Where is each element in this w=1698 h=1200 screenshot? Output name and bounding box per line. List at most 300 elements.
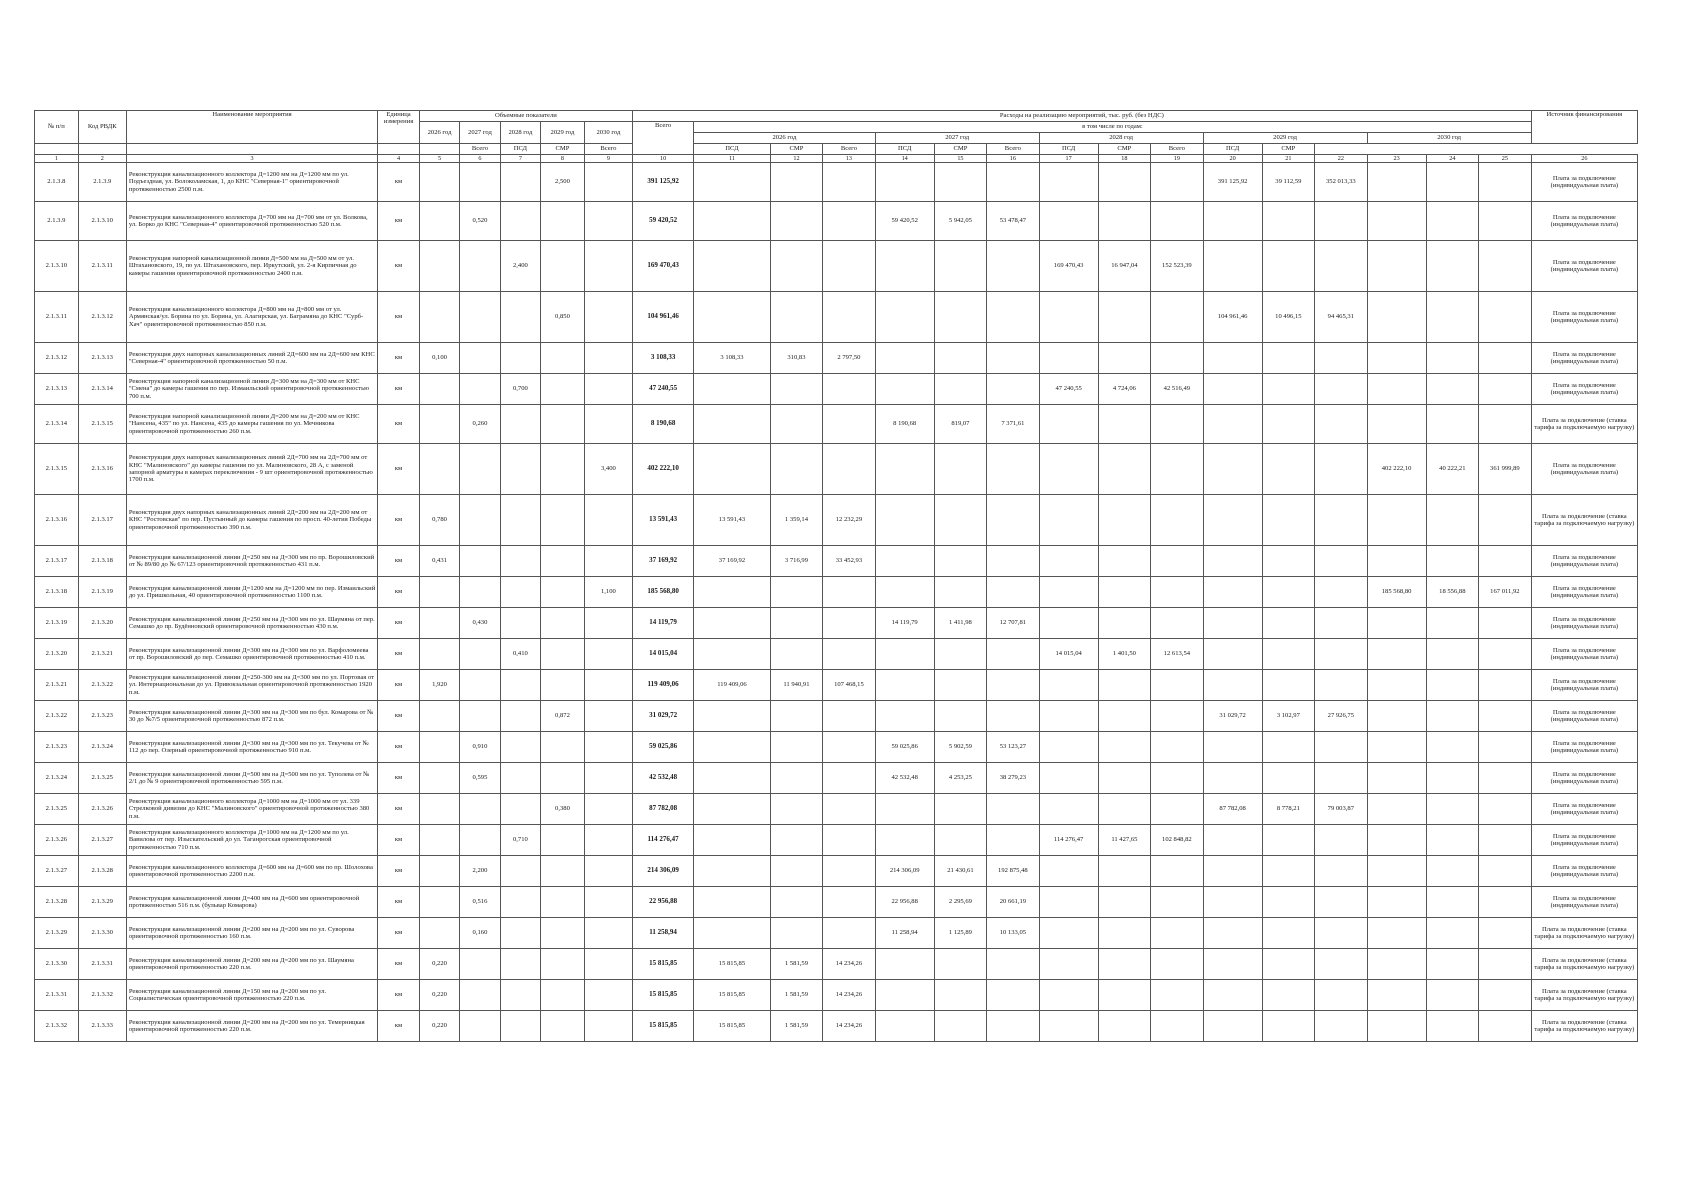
row-year-psd: 39 112,59 — [1262, 163, 1314, 202]
row-year-smr — [1151, 608, 1203, 639]
row-year-psd — [1426, 856, 1478, 887]
row-year-smr: 12 232,29 — [823, 495, 875, 546]
row-year-smr — [1315, 763, 1367, 794]
row-volume — [584, 292, 632, 343]
header-column-numbers-row — [35, 155, 1638, 163]
column-number: 15 — [934, 155, 986, 163]
column-number: 12 — [770, 155, 822, 163]
row-number: 2.1.3.32 — [35, 1011, 79, 1042]
row-year-smr: 12 707,81 — [987, 608, 1039, 639]
row-year-smr — [987, 343, 1039, 374]
row-year-smr — [1315, 980, 1367, 1011]
column-number: 7 — [500, 155, 540, 163]
table-row — [35, 202, 1638, 241]
row-unit: км — [378, 546, 420, 577]
row-code: 2.1.3.14 — [78, 374, 126, 405]
row-volume — [500, 670, 540, 701]
row-year-smr — [1151, 794, 1203, 825]
row-total: 59 420,52 — [632, 202, 693, 241]
row-volume — [541, 608, 585, 639]
row-year-total: 42 532,48 — [875, 763, 934, 794]
row-year-total — [1203, 670, 1262, 701]
row-year-smr: 10 133,05 — [987, 918, 1039, 949]
row-volume: 0,380 — [541, 794, 585, 825]
row-code: 2.1.3.18 — [78, 546, 126, 577]
table-row — [35, 374, 1638, 405]
row-year-psd — [1262, 405, 1314, 444]
row-year-total — [1203, 856, 1262, 887]
row-year-psd — [1262, 241, 1314, 292]
row-year-psd — [1426, 343, 1478, 374]
row-year-psd — [1426, 241, 1478, 292]
row-year-psd — [770, 202, 822, 241]
row-year-psd — [1098, 732, 1150, 763]
table-row — [35, 546, 1638, 577]
row-year-smr — [823, 374, 875, 405]
row-volume — [419, 856, 459, 887]
row-volume — [584, 825, 632, 856]
row-year-smr — [1479, 292, 1532, 343]
row-year-psd: 3 102,97 — [1262, 701, 1314, 732]
row-year-psd — [1098, 495, 1150, 546]
row-year-smr: 352 013,33 — [1315, 163, 1367, 202]
row-volume — [500, 918, 540, 949]
header-cost-year: 2030 год — [1367, 133, 1531, 144]
row-year-psd: 10 496,15 — [1262, 292, 1314, 343]
row-year-psd — [770, 292, 822, 343]
row-year-total — [1367, 732, 1426, 763]
row-volume — [419, 825, 459, 856]
row-total: 42 532,48 — [632, 763, 693, 794]
row-year-psd: 3 716,99 — [770, 546, 822, 577]
row-year-psd: 1 359,14 — [770, 495, 822, 546]
row-code: 2.1.3.25 — [78, 763, 126, 794]
row-year-smr — [987, 546, 1039, 577]
row-volume — [460, 670, 500, 701]
row-volume — [584, 163, 632, 202]
row-year-psd: 2 295,69 — [934, 887, 986, 918]
row-year-total — [694, 639, 771, 670]
row-code: 2.1.3.13 — [78, 343, 126, 374]
table-row — [35, 949, 1638, 980]
column-number: 13 — [823, 155, 875, 163]
row-volume — [541, 856, 585, 887]
row-year-smr: 38 279,23 — [987, 763, 1039, 794]
row-volume: 0,431 — [419, 546, 459, 577]
row-year-psd — [1262, 577, 1314, 608]
row-volume — [500, 732, 540, 763]
row-name: Реконструкция канализационного коллектора Д=1000 мм на Д=1000 мм от ул. 339 Стрелковой дивизии до КНС "Малиновского" ориентировочной протяженностью 380 п.м. — [126, 794, 377, 825]
row-volume — [541, 241, 585, 292]
row-year-smr — [1315, 343, 1367, 374]
row-year-smr — [1479, 825, 1532, 856]
header-volume-spacer — [419, 144, 459, 155]
row-year-total — [1203, 202, 1262, 241]
row-year-total — [1039, 577, 1098, 608]
row-year-smr — [987, 949, 1039, 980]
row-year-total: 185 568,80 — [1367, 577, 1426, 608]
row-year-psd: 5 942,05 — [934, 202, 986, 241]
column-number: 6 — [460, 155, 500, 163]
row-year-total — [875, 670, 934, 701]
row-volume — [541, 577, 585, 608]
row-volume — [460, 374, 500, 405]
row-volume — [419, 887, 459, 918]
row-volume: 0,220 — [419, 980, 459, 1011]
row-year-total — [1367, 202, 1426, 241]
row-year-smr: 94 465,31 — [1315, 292, 1367, 343]
row-name: Реконструкция канализационной линии Д=200 мм на Д=200 мм по ул. Суворова ориентировочной протяженностью 160 п.м. — [126, 918, 377, 949]
row-funding-source: Плата за подключение (индивидуальная плата) — [1531, 701, 1637, 732]
table-row — [35, 701, 1638, 732]
table-row — [35, 732, 1638, 763]
table-row — [35, 825, 1638, 856]
row-year-psd: 11 427,65 — [1098, 825, 1150, 856]
header-source: Источник финансирования — [1531, 111, 1637, 144]
row-volume — [419, 444, 459, 495]
row-volume — [500, 949, 540, 980]
header-unit: Единица измерения — [378, 111, 420, 144]
row-year-psd — [1426, 887, 1478, 918]
row-name: Реконструкция канализационной линии Д=200 мм на Д=200 мм по ул. Темерницкая ориентировочной протяженностью 220 п.м. — [126, 1011, 377, 1042]
row-year-psd — [1098, 577, 1150, 608]
row-total: 402 222,10 — [632, 444, 693, 495]
row-year-total — [694, 856, 771, 887]
row-year-total — [1203, 577, 1262, 608]
table-body — [35, 163, 1638, 1042]
row-number: 2.1.3.27 — [35, 856, 79, 887]
row-year-psd — [934, 163, 986, 202]
row-year-total: 13 591,43 — [694, 495, 771, 546]
header-volume-spacer — [78, 144, 126, 155]
row-volume — [500, 856, 540, 887]
row-number: 2.1.3.22 — [35, 701, 79, 732]
row-total: 185 568,80 — [632, 577, 693, 608]
row-unit: км — [378, 405, 420, 444]
row-funding-source: Плата за подключение (индивидуальная плата) — [1531, 763, 1637, 794]
row-year-psd — [770, 887, 822, 918]
row-volume — [584, 856, 632, 887]
row-name: Реконструкция напорной канализационной линии Д=200 мм на Д=200 мм от КНС "Нансена, 435" по ул. Нансена, 435 до камеры гашения по ул. Мечникова ориентировочной протяженностью 260 п.м. — [126, 405, 377, 444]
row-year-psd: 8 778,21 — [1262, 794, 1314, 825]
row-volume — [541, 374, 585, 405]
row-funding-source: Плата за подключение (ставка тарифа за подключаемую нагрузку) — [1531, 1011, 1637, 1042]
row-year-total — [1039, 794, 1098, 825]
row-total: 13 591,43 — [632, 495, 693, 546]
row-year-smr — [1315, 949, 1367, 980]
row-year-total — [1039, 918, 1098, 949]
row-year-smr — [1479, 763, 1532, 794]
row-year-total — [1039, 980, 1098, 1011]
header-sub-psd: ПСД — [500, 144, 540, 155]
header-subcolumns-row — [35, 144, 1638, 155]
table-row — [35, 577, 1638, 608]
row-year-total — [875, 949, 934, 980]
row-volume — [500, 546, 540, 577]
row-year-smr — [1479, 163, 1532, 202]
row-name: Реконструкция канализационной линии Д=300 мм на Д=300 мм по бул. Комарова от № 30 до №7/5 ориентировочной протяженностью 872 п.м. — [126, 701, 377, 732]
table-row — [35, 405, 1638, 444]
row-volume — [541, 763, 585, 794]
row-year-smr — [987, 374, 1039, 405]
header-cost-year: 2027 год — [875, 133, 1039, 144]
row-year-psd — [1426, 732, 1478, 763]
row-year-total: 3 108,33 — [694, 343, 771, 374]
row-volume — [541, 732, 585, 763]
investment-program-table — [34, 110, 1638, 1042]
header-volume-spacer — [378, 144, 420, 155]
row-year-psd — [934, 1011, 986, 1042]
table-row — [35, 343, 1638, 374]
row-year-smr: 14 234,26 — [823, 949, 875, 980]
row-year-psd — [934, 949, 986, 980]
row-year-total — [694, 374, 771, 405]
row-year-psd — [1098, 163, 1150, 202]
row-name: Реконструкция двух напорных канализационных линий 2Д=200 мм на 2Д=200 мм от КНС "Ростовская" по пер. Пустынный до камеры гашения по просп. 40-летия Победы ориентировочной протяженностью 390 п.м. — [126, 495, 377, 546]
row-year-psd — [1426, 163, 1478, 202]
row-unit: км — [378, 732, 420, 763]
row-year-total — [1039, 1011, 1098, 1042]
row-year-total — [1039, 343, 1098, 374]
row-volume: 0,520 — [460, 202, 500, 241]
row-year-psd — [1098, 444, 1150, 495]
row-year-smr — [987, 495, 1039, 546]
row-total: 391 125,92 — [632, 163, 693, 202]
header-cost-year: 2026 год — [694, 133, 875, 144]
row-year-total — [1203, 639, 1262, 670]
row-year-total — [875, 495, 934, 546]
row-name: Реконструкция напорной канализационной линии Д=300 мм на Д=300 мм от КНС "Смена" до камеры гашения по пер. Измаильский ориентировочной протяженностью 700 п.м. — [126, 374, 377, 405]
table-row — [35, 980, 1638, 1011]
row-unit: км — [378, 825, 420, 856]
table-row — [35, 608, 1638, 639]
table-row — [35, 794, 1638, 825]
row-year-psd — [1426, 495, 1478, 546]
header-sub-total: Всего — [584, 144, 632, 155]
row-year-smr: 14 234,26 — [823, 1011, 875, 1042]
row-year-smr — [1315, 608, 1367, 639]
row-volume: 0,410 — [500, 639, 540, 670]
row-volume — [500, 980, 540, 1011]
column-number: 24 — [1426, 155, 1478, 163]
row-year-total — [1203, 241, 1262, 292]
row-year-smr: 20 661,19 — [987, 887, 1039, 918]
row-volume — [584, 343, 632, 374]
row-year-smr: 27 926,75 — [1315, 701, 1367, 732]
row-year-smr — [1479, 495, 1532, 546]
row-year-total — [1203, 887, 1262, 918]
row-year-total — [1367, 918, 1426, 949]
row-year-smr — [1479, 794, 1532, 825]
row-year-smr — [987, 241, 1039, 292]
table-row — [35, 763, 1638, 794]
row-volume: 0,710 — [500, 825, 540, 856]
header-sub-psd: ПСД — [1039, 144, 1098, 155]
row-code: 2.1.3.22 — [78, 670, 126, 701]
row-year-psd — [934, 292, 986, 343]
header-sub-smr: СМР — [770, 144, 822, 155]
header-sub-total: Всего — [823, 144, 875, 155]
row-year-smr — [1315, 670, 1367, 701]
row-year-total — [1039, 887, 1098, 918]
row-year-psd — [1426, 1011, 1478, 1042]
row-year-psd — [934, 701, 986, 732]
investment-program-table-page — [34, 110, 1638, 1042]
row-volume — [584, 794, 632, 825]
row-year-smr — [1151, 163, 1203, 202]
row-volume — [460, 639, 500, 670]
row-year-smr — [1315, 825, 1367, 856]
row-year-smr — [1479, 639, 1532, 670]
row-year-psd — [934, 794, 986, 825]
row-volume: 0,595 — [460, 763, 500, 794]
row-volume — [419, 292, 459, 343]
row-year-smr: 192 875,48 — [987, 856, 1039, 887]
row-year-total — [1203, 980, 1262, 1011]
row-number: 2.1.3.11 — [35, 292, 79, 343]
header-volume-year: 2026 год — [419, 122, 459, 144]
row-year-smr: 12 613,54 — [1151, 639, 1203, 670]
row-volume: 2,400 — [500, 241, 540, 292]
row-volume: 0,160 — [460, 918, 500, 949]
row-year-smr — [823, 732, 875, 763]
row-volume — [460, 163, 500, 202]
row-volume: 1,100 — [584, 577, 632, 608]
row-year-total — [875, 444, 934, 495]
row-volume — [541, 546, 585, 577]
row-year-smr — [1151, 980, 1203, 1011]
row-volume — [460, 1011, 500, 1042]
row-year-psd — [1098, 202, 1150, 241]
row-year-smr — [823, 163, 875, 202]
row-year-smr — [987, 670, 1039, 701]
row-year-total — [1203, 825, 1262, 856]
row-total: 14 015,04 — [632, 639, 693, 670]
row-unit: км — [378, 918, 420, 949]
row-volume — [584, 732, 632, 763]
row-unit: км — [378, 444, 420, 495]
row-year-psd — [1262, 949, 1314, 980]
row-volume — [419, 794, 459, 825]
row-unit: км — [378, 701, 420, 732]
row-funding-source: Плата за подключение (индивидуальная плата) — [1531, 202, 1637, 241]
row-funding-source: Плата за подключение (индивидуальная плата) — [1531, 639, 1637, 670]
column-number: 26 — [1531, 155, 1637, 163]
row-volume — [584, 670, 632, 701]
row-volume — [419, 701, 459, 732]
row-funding-source: Плата за подключение (индивидуальная плата) — [1531, 292, 1637, 343]
row-total: 11 258,94 — [632, 918, 693, 949]
row-year-psd — [934, 495, 986, 546]
row-year-total — [1039, 405, 1098, 444]
row-year-total: 119 409,06 — [694, 670, 771, 701]
row-volume — [460, 701, 500, 732]
row-funding-source: Плата за подключение (индивидуальная плата) — [1531, 608, 1637, 639]
column-number: 4 — [378, 155, 420, 163]
row-year-total — [1367, 343, 1426, 374]
row-volume — [541, 444, 585, 495]
column-number: 18 — [1098, 155, 1150, 163]
row-unit: км — [378, 577, 420, 608]
row-year-smr — [823, 794, 875, 825]
row-year-smr — [1315, 444, 1367, 495]
row-year-psd — [1262, 202, 1314, 241]
row-year-total — [694, 732, 771, 763]
row-year-total — [875, 577, 934, 608]
row-volume — [584, 241, 632, 292]
row-year-psd — [770, 444, 822, 495]
row-year-smr: 361 999,89 — [1479, 444, 1532, 495]
row-volume — [584, 374, 632, 405]
row-year-total — [1367, 825, 1426, 856]
row-unit: км — [378, 202, 420, 241]
row-year-total — [694, 444, 771, 495]
row-year-psd — [1426, 374, 1478, 405]
header-costs: Расходы на реализацию мероприятий, тыс. руб. (без НДС) — [632, 111, 1531, 122]
row-year-total — [1367, 292, 1426, 343]
row-year-psd: 4 724,06 — [1098, 374, 1150, 405]
row-year-smr — [987, 292, 1039, 343]
row-year-smr — [987, 577, 1039, 608]
row-volume — [584, 763, 632, 794]
row-name: Реконструкция канализационного коллектора Д=1000 мм на Д=1200 мм по ул. Вавилова от пер. Изыскательский до ул. Таганрогская ориентировочной протяженностью 710 п.м. — [126, 825, 377, 856]
row-year-smr — [1315, 856, 1367, 887]
row-year-smr — [1151, 918, 1203, 949]
row-year-psd — [1098, 763, 1150, 794]
row-funding-source: Плата за подключение (ставка тарифа за подключаемую нагрузку) — [1531, 405, 1637, 444]
row-code: 2.1.3.29 — [78, 887, 126, 918]
table-row — [35, 1011, 1638, 1042]
row-year-total: 15 815,85 — [694, 1011, 771, 1042]
row-volume — [500, 794, 540, 825]
header-volume-year: 2029 год — [541, 122, 585, 144]
row-year-psd — [1262, 639, 1314, 670]
row-total: 15 815,85 — [632, 949, 693, 980]
row-year-smr — [823, 701, 875, 732]
row-year-total — [694, 405, 771, 444]
row-number: 2.1.3.19 — [35, 608, 79, 639]
column-number: 5 — [419, 155, 459, 163]
row-year-smr: 107 468,15 — [823, 670, 875, 701]
row-year-psd — [1098, 980, 1150, 1011]
row-number: 2.1.3.25 — [35, 794, 79, 825]
row-code: 2.1.3.23 — [78, 701, 126, 732]
row-volume: 0,220 — [419, 1011, 459, 1042]
row-year-psd — [1426, 202, 1478, 241]
table-row — [35, 856, 1638, 887]
row-unit: км — [378, 763, 420, 794]
table-row — [35, 670, 1638, 701]
row-year-smr — [823, 918, 875, 949]
row-total: 14 119,79 — [632, 608, 693, 639]
row-year-smr — [1315, 918, 1367, 949]
row-name: Реконструкция канализационной линии Д=1200 мм на Д=1200 мм по пер. Измаильский до ул. Пришкольная, 40 ориентировочной протяженностью 1100 п.м. — [126, 577, 377, 608]
row-volume — [500, 444, 540, 495]
row-name: Реконструкция канализационной линии Д=250 мм на Д=300 мм по пр. Ворошиловский от № 89/80 до № 67/123 ориентировочной протяженностью 431 п.м. — [126, 546, 377, 577]
row-funding-source: Плата за подключение (индивидуальная плата) — [1531, 887, 1637, 918]
row-year-total: 59 420,52 — [875, 202, 934, 241]
row-unit: км — [378, 794, 420, 825]
header-sub-psd: ПСД — [1203, 144, 1262, 155]
row-year-total: 15 815,85 — [694, 980, 771, 1011]
row-total: 31 029,72 — [632, 701, 693, 732]
row-volume — [460, 495, 500, 546]
row-year-psd: 1 125,89 — [934, 918, 986, 949]
row-year-psd — [934, 980, 986, 1011]
row-name: Реконструкция двух напорных канализационных линий 2Д=600 мм на 2Д=600 мм КНС "Северная-4" ориентировочной протяженностью 50 п.м. — [126, 343, 377, 374]
row-total: 3 108,33 — [632, 343, 693, 374]
row-volume: 1,920 — [419, 670, 459, 701]
